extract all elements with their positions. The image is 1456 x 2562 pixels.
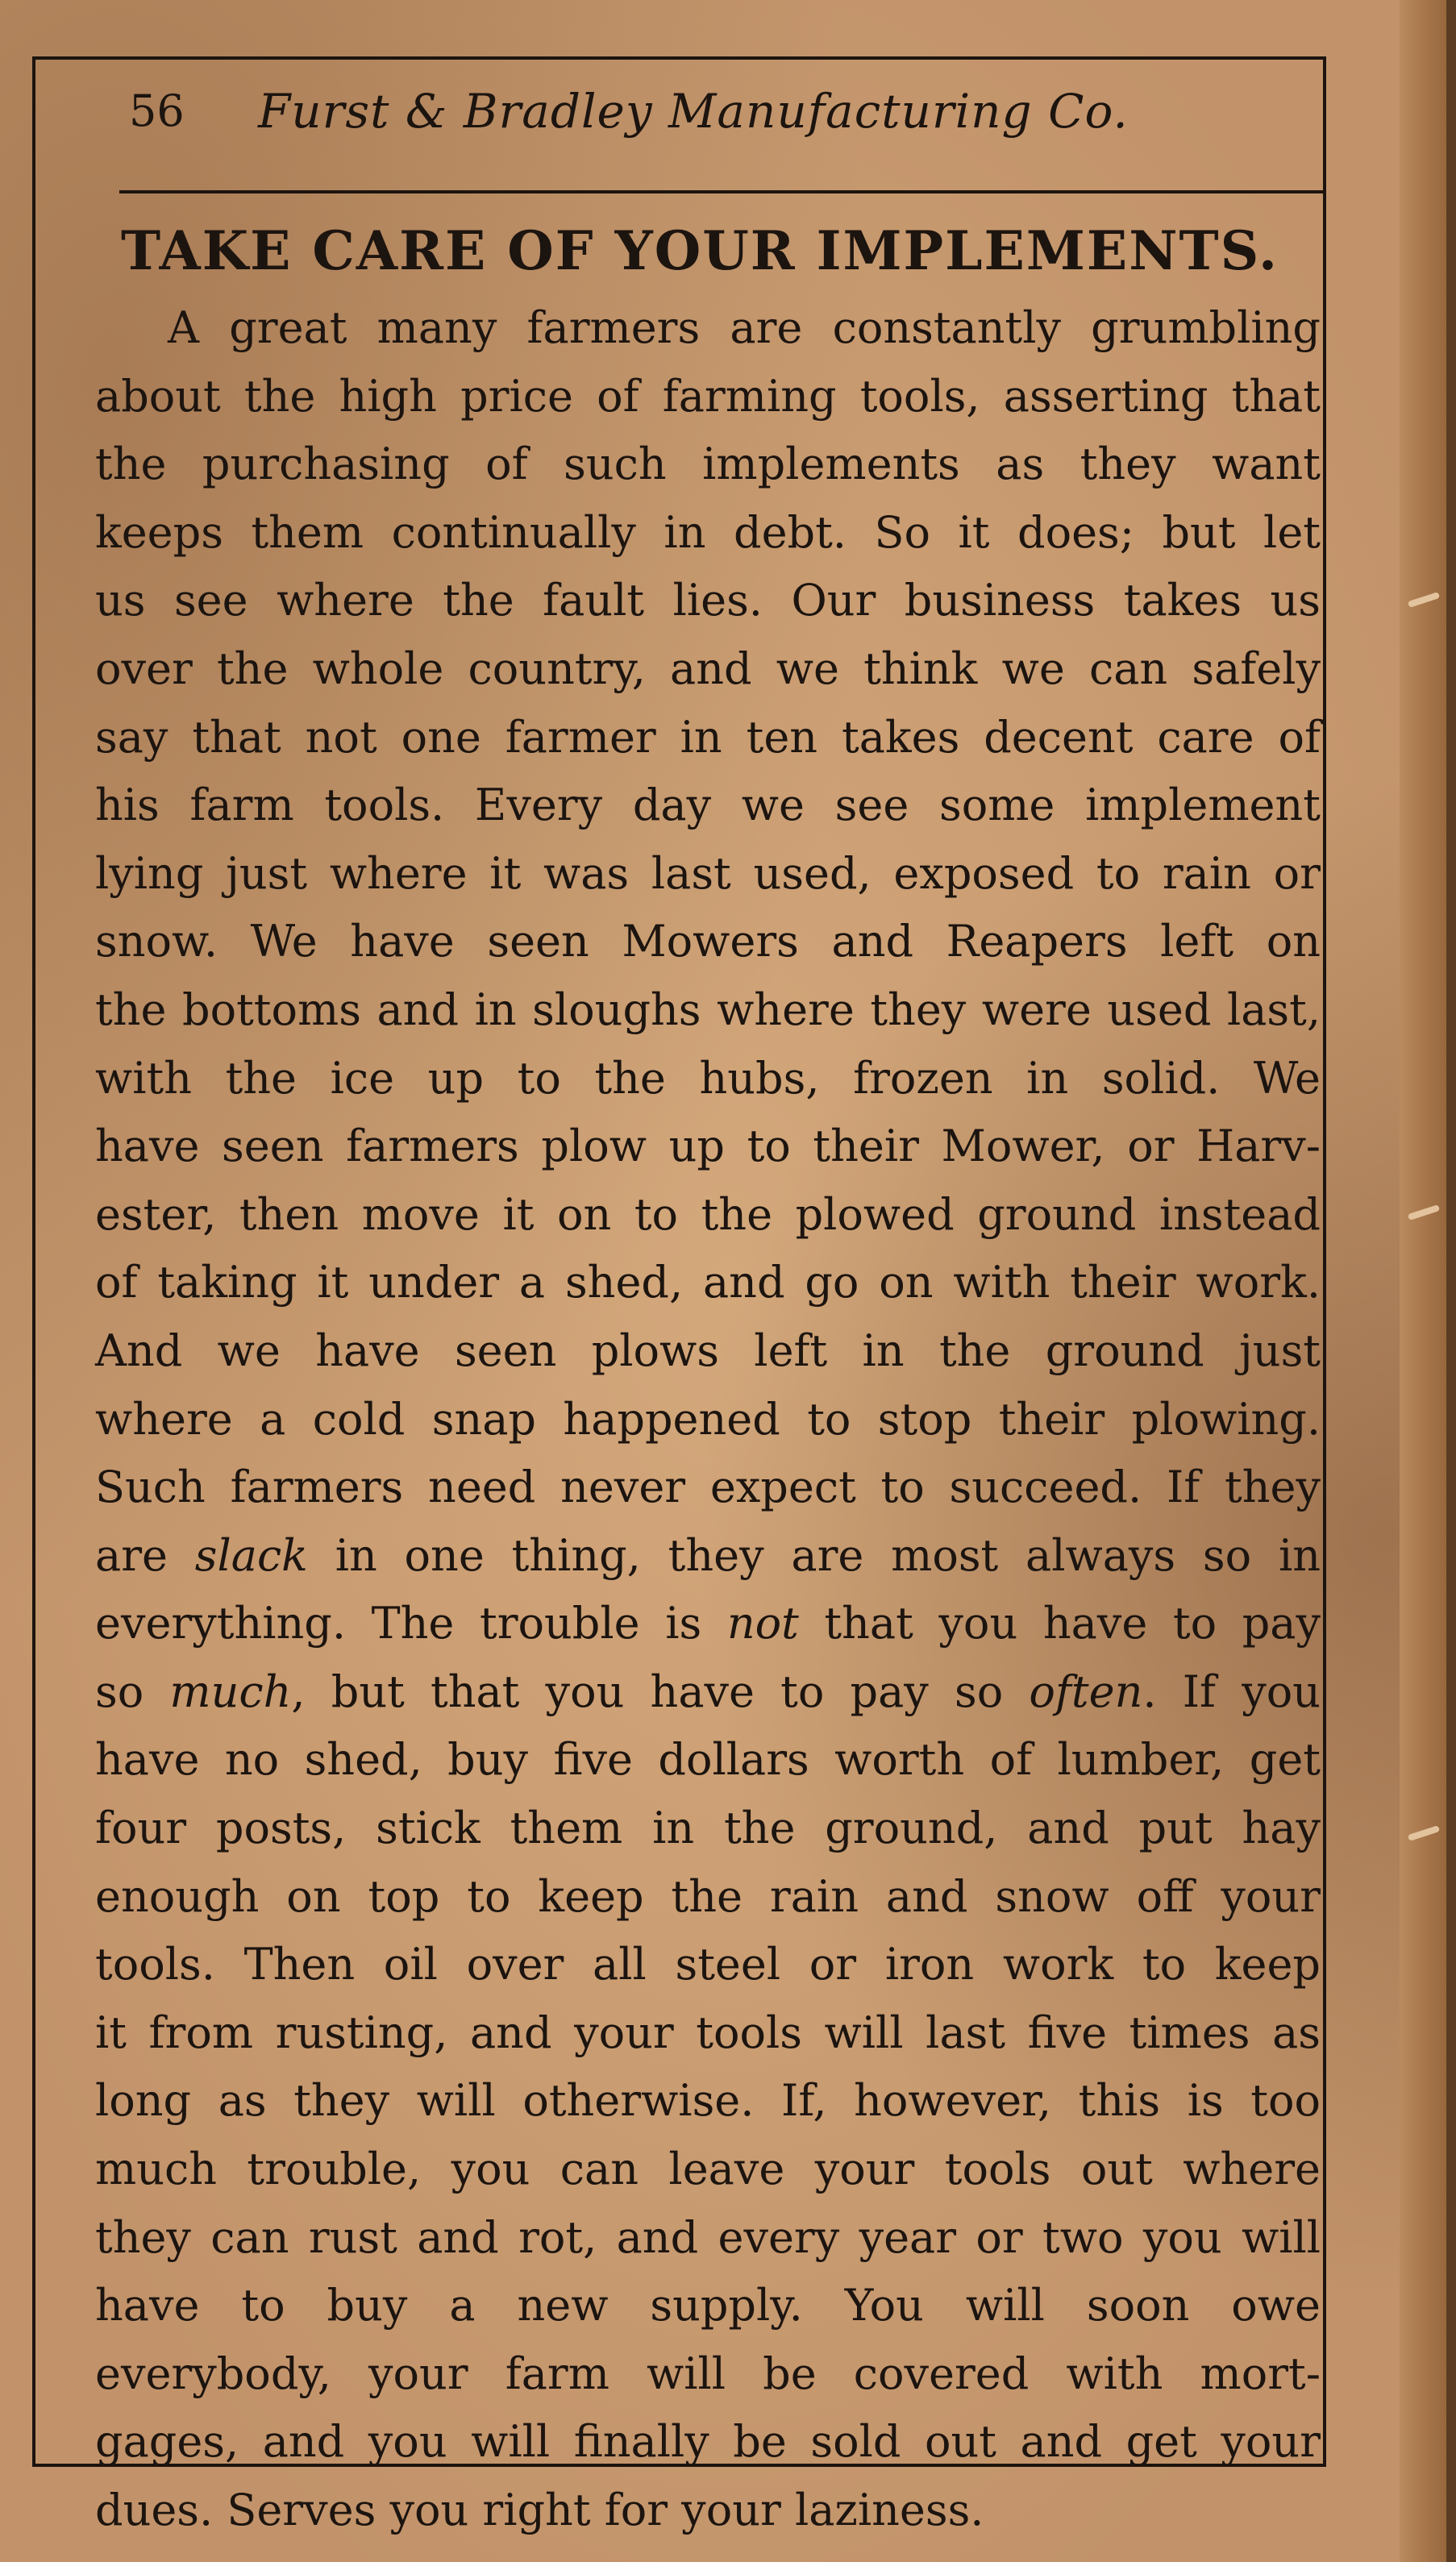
body-line: it from rusting, and your tools will last five times as — [95, 2007, 1321, 2058]
body-line: about the high price of farming tools, asserting that — [95, 370, 1321, 422]
body-line: dues. Serves you right for your laziness. — [95, 2485, 984, 2535]
body-line: have no shed, buy five dollars worth of lumber, get — [95, 1734, 1321, 1786]
text-run: are — [95, 1529, 195, 1581]
body-line: us see where the fault lies. Our business takes us — [95, 575, 1321, 626]
page-number: 56 — [129, 85, 185, 136]
body-line: his farm tools. Every day we see some implement — [95, 780, 1321, 831]
text-run: that you have to pay — [798, 1598, 1321, 1649]
body-line: four posts, stick them in the ground, and put hay — [95, 1803, 1321, 1854]
body-line: A great many farmers are constantly grumbling — [168, 302, 1321, 353]
body-line: enough on top to keep the rain and snow off your — [95, 1870, 1321, 1922]
body-line: snow. We have seen Mowers and Reapers left on — [95, 916, 1321, 967]
text-run: so — [95, 1666, 170, 1717]
body-line: And we have seen plows left in the ground just — [95, 1325, 1321, 1376]
body-line-emphasis — [95, 1590, 1321, 1658]
running-title: Furst & Bradley Manufacturing Co. — [258, 84, 1129, 139]
body-line: gages, and you will finally be sold out and get your — [95, 2416, 1321, 2468]
body-line: over the whole country, and we think we can safely — [95, 643, 1321, 694]
body-line-emphasis — [95, 1658, 1321, 1727]
body-line-emphasis — [95, 1522, 1321, 1591]
emphasis-word: much — [169, 1666, 292, 1717]
body-line: long as they will otherwise. If, however, this is too — [95, 2075, 1321, 2127]
emphasis-word: often — [1029, 1666, 1143, 1717]
text-run: in one thing, they are most always so in — [307, 1529, 1321, 1581]
body-line: they can rust and rot, and every year or two you will — [95, 2211, 1321, 2263]
body-line: with the ice up to the hubs, frozen in solid. We — [95, 1052, 1321, 1104]
article-body — [95, 294, 1321, 2545]
body-line: keeps them continually in debt. So it does; but let — [95, 506, 1321, 558]
emphasis-word: not — [726, 1598, 799, 1649]
body-line: the bottoms and in sloughs where they were used last, — [95, 984, 1321, 1035]
body-line: tools. Then oil over all steel or iron work to keep — [95, 1939, 1321, 1990]
article-title: TAKE CARE OF YOUR IMPLEMENTS. — [121, 219, 1279, 282]
body-line: much trouble, you can leave your tools out where — [95, 2144, 1321, 2195]
text-run: everything. The trouble is — [95, 1598, 727, 1649]
body-line: the purchasing of such implements as they want — [95, 439, 1321, 490]
body-line: of taking it under a shed, and go on with their work. — [95, 1257, 1321, 1308]
body-line: ester, then move it on to the plowed ground instead — [95, 1188, 1321, 1240]
running-head — [89, 79, 1314, 143]
body-line: where a cold snap happened to stop their plowing. — [95, 1393, 1321, 1445]
body-line: Such farmers need never expect to succeed. If they — [95, 1462, 1321, 1513]
body-line: have to buy a new supply. You will soon owe — [95, 2280, 1321, 2331]
body-line: everybody, your farm will be covered with mort- — [95, 2348, 1321, 2399]
text-run: , but that you have to pay so — [291, 1666, 1030, 1717]
page-edge-shadow — [1446, 0, 1456, 2562]
header-rule — [119, 190, 1323, 193]
body-line: lying just where it was last used, exposed to rain or — [95, 847, 1321, 899]
body-line: say that not one farmer in ten takes decent care of — [95, 711, 1321, 763]
body-line: have seen farmers plow up to their Mower, or Harv- — [95, 1121, 1321, 1172]
text-run: . If you — [1142, 1666, 1321, 1717]
emphasis-word: slack — [194, 1529, 308, 1581]
